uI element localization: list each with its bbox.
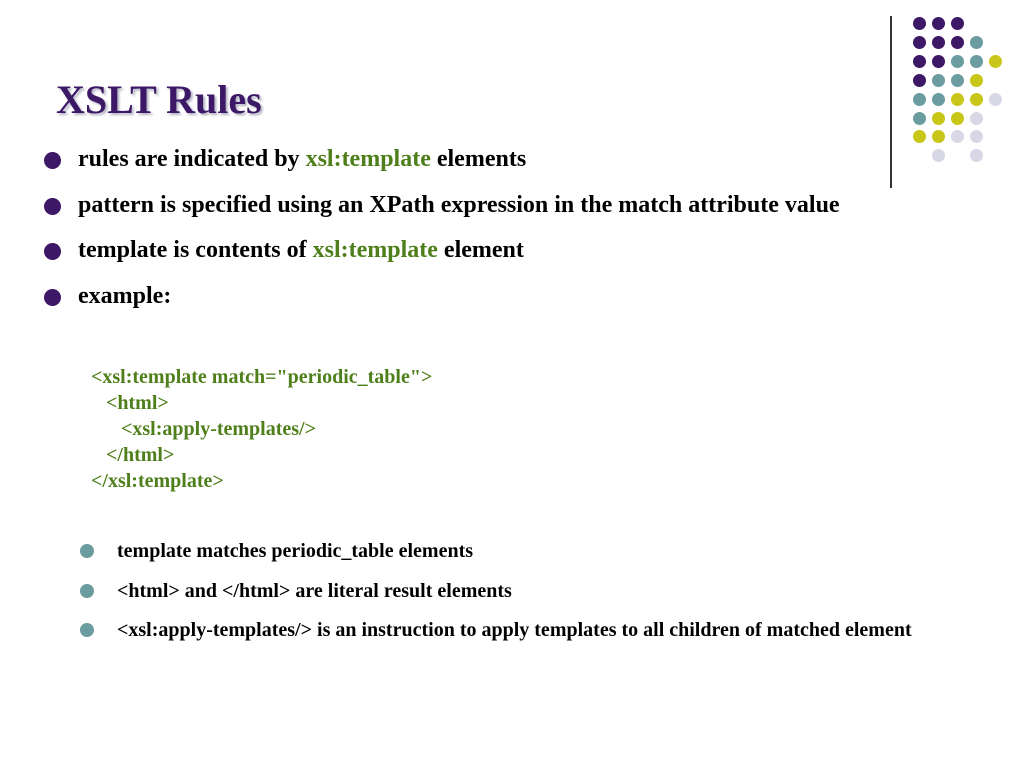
decorative-dot xyxy=(913,17,926,30)
decorative-dot xyxy=(932,17,945,30)
decorative-dot xyxy=(951,112,964,125)
decorative-dot xyxy=(932,93,945,106)
decorative-dot xyxy=(913,93,926,106)
bullet-code-term: xsl:template xyxy=(312,237,438,263)
bullet-code-term: xsl:template xyxy=(305,146,431,172)
sub-bullet-item: <xsl:apply-templates/> is an instruction to apply templates to all children of matched element xyxy=(80,611,980,651)
sub-bullet-item: <html> and </html> are literal result elements xyxy=(80,572,980,612)
decorative-dot xyxy=(913,74,926,87)
decorative-dot xyxy=(932,55,945,68)
bullet-text: elements xyxy=(430,146,527,172)
slide-title: XSLT Rules xyxy=(56,77,262,122)
code-example xyxy=(91,364,432,494)
code-line: <xsl:template match="periodic_table"> xyxy=(91,366,433,388)
decorative-dot xyxy=(913,36,926,49)
decorative-dot xyxy=(970,36,983,49)
code-line: <html> xyxy=(91,392,169,414)
code-line: </html> xyxy=(91,444,175,466)
decorative-dot xyxy=(989,93,1002,106)
decorative-dot xyxy=(951,36,964,49)
main-bullet-list xyxy=(44,137,1004,319)
decorative-dot xyxy=(970,93,983,106)
code-line: <xsl:apply-templates/> xyxy=(91,418,317,440)
bullet-item xyxy=(44,183,1004,229)
decorative-dot xyxy=(951,93,964,106)
bullet-text: pattern is specified using an XPath expression in the match attribute value xyxy=(78,191,840,218)
decorative-dot xyxy=(970,55,983,68)
bullet-item xyxy=(44,228,1004,274)
decorative-dot xyxy=(989,55,1002,68)
decorative-dot xyxy=(951,74,964,87)
sub-bullet-list xyxy=(80,532,980,651)
sub-bullet-item: template matches periodic_table elements xyxy=(80,532,980,572)
bullet-text: element xyxy=(437,237,524,263)
decorative-dot xyxy=(932,74,945,87)
decorative-dot xyxy=(932,36,945,49)
decorative-dot xyxy=(913,55,926,68)
decorative-dot xyxy=(932,112,945,125)
decorative-dot xyxy=(951,55,964,68)
bullet-item xyxy=(44,274,1004,320)
bullet-text: template is contents of xyxy=(78,237,313,263)
bullet-item xyxy=(44,137,1004,183)
bullet-text: rules are indicated by xyxy=(78,146,306,172)
code-line: </xsl:template> xyxy=(91,470,224,492)
decorative-dot xyxy=(951,17,964,30)
bullet-text: example: xyxy=(78,282,172,309)
decorative-dot xyxy=(913,112,926,125)
decorative-dot xyxy=(970,74,983,87)
decorative-dot xyxy=(970,112,983,125)
